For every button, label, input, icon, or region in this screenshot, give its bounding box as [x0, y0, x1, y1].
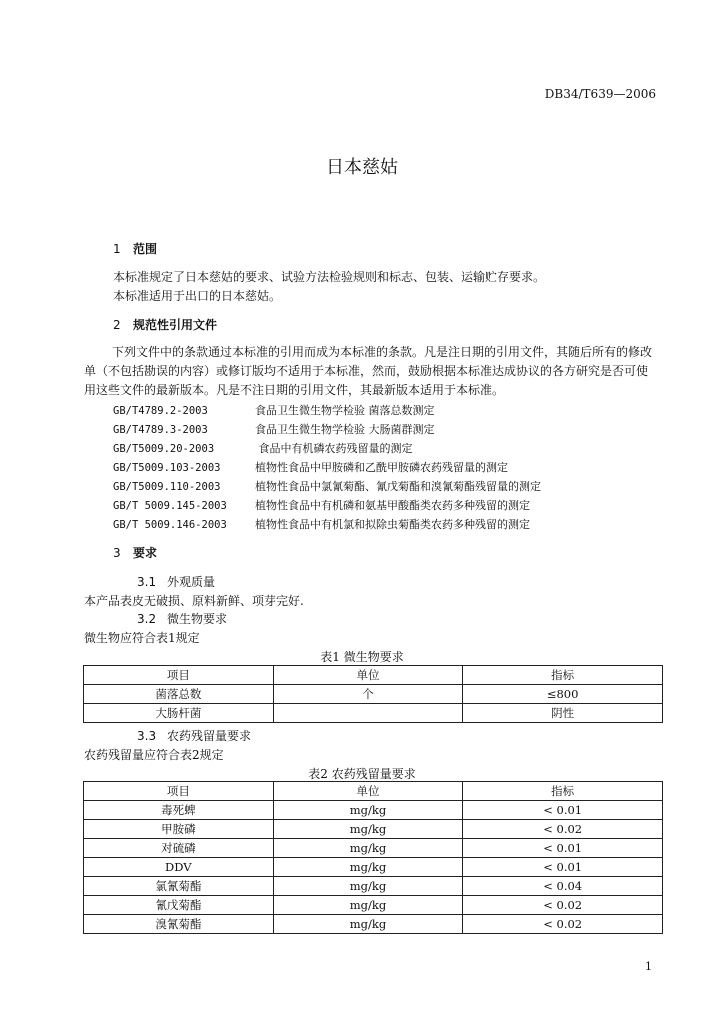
table-cell: 氯氰菊酯 — [84, 877, 274, 896]
section-1-paragraph-1: 本标准规定了日本慈姑的要求、试验方法检验规则和标志、包装、运输贮存要求。 — [113, 270, 546, 284]
page-number: 1 — [645, 960, 652, 973]
reference-item: GB/T5009.110-2003 植物性食品中氯氰菊酯、氰戊菊酯和溴氰菊酯残留量的测定 — [113, 480, 541, 493]
table-row — [84, 801, 663, 820]
table-cell: < 0.02 — [463, 820, 663, 839]
table-cell: mg/kg — [273, 839, 463, 858]
table-cell: mg/kg — [273, 858, 463, 877]
table-row — [84, 685, 663, 704]
section-3-1-text: 本产品表皮无破损、原料新鲜、项芽完好. — [84, 594, 304, 608]
section-3-3-text: 农药残留量应符合表2规定 — [84, 748, 224, 762]
section-1-paragraph-2: 本标准适用于出口的日本慈姑。 — [113, 289, 282, 303]
table-row — [84, 839, 663, 858]
table-1 — [83, 665, 663, 723]
table-cell: DDV — [84, 858, 274, 877]
table-cell: 毒死蜱 — [84, 801, 274, 820]
section-2-heading: 2 规范性引用文件 — [113, 318, 218, 332]
table-row — [84, 896, 663, 915]
section-2-intro: 下列文件中的条款通过本标准的引用而成为本标准的条款。凡是注日期的引用文件，其随后所有的修改单（不包括勘误的内容）或修订版均不适用于本标准，然而，鼓励根据本标准达成协议的各方研究是否可使用这些文件的最新版本。凡是不注日期的引用文件，其最新版本适用于本标准。 — [84, 345, 653, 397]
table-cell: < 0.02 — [463, 896, 663, 915]
table-cell: < 0.02 — [463, 915, 663, 934]
section-3-heading: 3 要求 — [113, 546, 158, 560]
document-number: DB34/T639—2006 — [544, 87, 656, 101]
table-cell: 甲胺磷 — [84, 820, 274, 839]
table-header-cell: 单位 — [273, 782, 463, 801]
table-row — [84, 820, 663, 839]
table-cell: ≤800 — [463, 685, 663, 704]
table-header-row — [84, 782, 663, 801]
table-cell — [273, 704, 463, 723]
reference-item: GB/T 5009.146-2003 植物性食品中有机氯和拟除虫菊酯类农药多种残留的测定 — [113, 518, 530, 531]
table-cell: mg/kg — [273, 820, 463, 839]
table-cell: 阴性 — [463, 704, 663, 723]
table-header-cell: 指标 — [463, 782, 663, 801]
table-cell: mg/kg — [273, 877, 463, 896]
table-header-cell: 指标 — [463, 666, 663, 685]
reference-item: GB/T5009.103-2003 植物性食品中甲胺磷和乙酰甲胺磷农药残留量的测定 — [113, 461, 508, 474]
table-header-row — [84, 666, 663, 685]
table-row — [84, 858, 663, 877]
table-cell: 个 — [273, 685, 463, 704]
reference-item: GB/T5009.20-2003 食品中有机磷农药残留量的测定 — [113, 442, 413, 455]
table-cell: mg/kg — [273, 801, 463, 820]
table-cell: < 0.01 — [463, 858, 663, 877]
table-header-cell: 单位 — [273, 666, 463, 685]
table-header-cell: 项目 — [84, 666, 274, 685]
table-1-caption: 表1 微生物要求 — [320, 650, 404, 664]
table-row — [84, 877, 663, 896]
table-row — [84, 704, 663, 723]
table-2 — [83, 781, 663, 934]
section-3-1-heading: 3.1 外观质量 — [137, 575, 216, 589]
table-cell: mg/kg — [273, 915, 463, 934]
table-cell: < 0.01 — [463, 839, 663, 858]
table-cell: mg/kg — [273, 896, 463, 915]
section-3-3-heading: 3.3 农药残留量要求 — [137, 729, 252, 743]
table-cell: 菌落总数 — [84, 685, 274, 704]
table-cell: < 0.04 — [463, 877, 663, 896]
reference-item: GB/T4789.2-2003 食品卫生微生物学检验 菌落总数测定 — [113, 404, 435, 417]
reference-item: GB/T 5009.145-2003 植物性食品中有机磷和氨基甲酸酯类农药多种残留的测定 — [113, 499, 530, 512]
table-2-caption: 表2 农药残留量要求 — [308, 767, 416, 781]
table-cell: < 0.01 — [463, 801, 663, 820]
table-cell: 大肠杆菌 — [84, 704, 274, 723]
table-header-cell: 项目 — [84, 782, 274, 801]
table-cell: 氰戊菊酯 — [84, 896, 274, 915]
section-1-heading: 1 范围 — [113, 242, 158, 256]
table-cell: 对硫磷 — [84, 839, 274, 858]
table-cell: 溴氰菊酯 — [84, 915, 274, 934]
table-row — [84, 915, 663, 934]
page-title: 日本慈姑 — [326, 157, 398, 178]
section-3-2-text: 微生物应符合表1规定 — [84, 631, 200, 645]
reference-item: GB/T4789.3-2003 食品卫生微生物学检验 大肠菌群测定 — [113, 423, 435, 436]
section-3-2-heading: 3.2 微生物要求 — [137, 612, 228, 626]
